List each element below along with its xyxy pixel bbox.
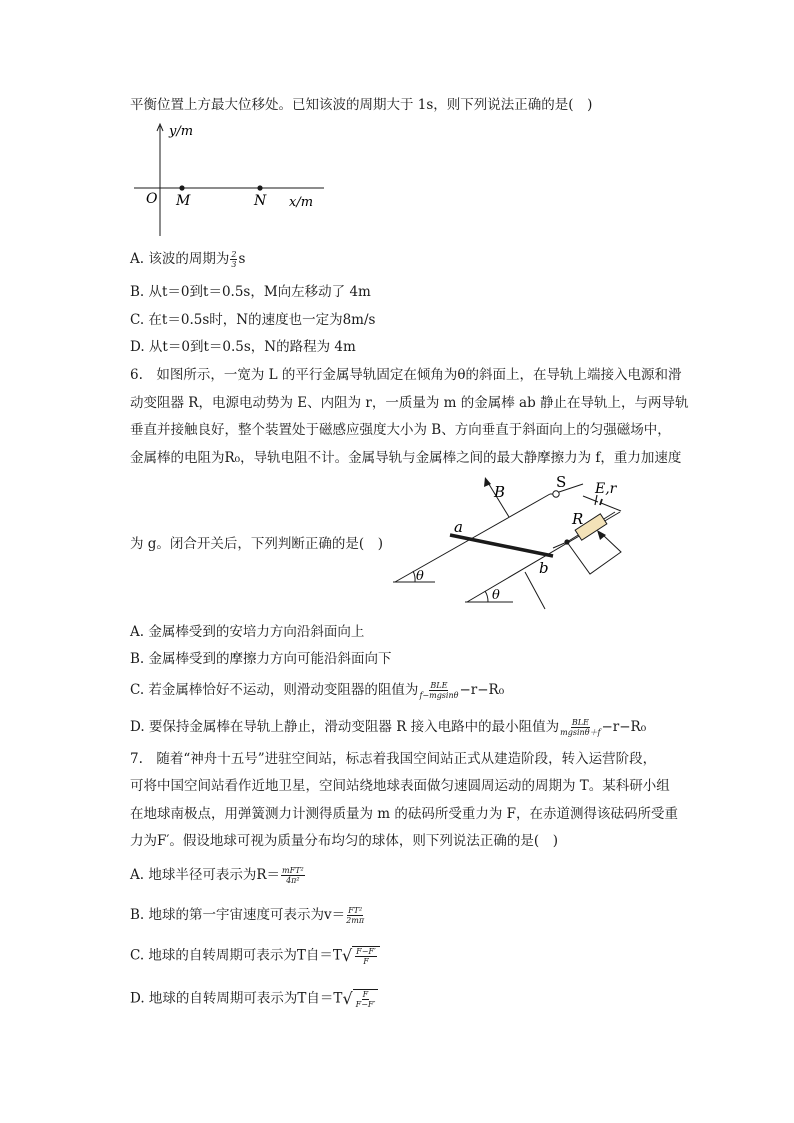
q7-b-fraction: $\frac{\text{FT²}}{2m\pi}$ [346,906,365,925]
q6-option-a: A. 金属棒受到的安培力方向沿斜面向上 [130,624,365,640]
q6-d-text: D. 要保持金属棒在导轨上静止，滑动变阻器 R 接入电路中的最小阻值为 [130,719,560,735]
q6-stem-line5: 为 g。闭合开关后，下列判断正确的是( ) [130,536,383,552]
q6-c-fraction: $\frac{\text{BLE}}{f-mgsin\theta}$ [419,681,459,700]
bar-end-b-label: b [539,559,549,577]
q7-stem-line2: 可将中国空间站看作近地卫星，空间站绕地球表面做匀速圆周运动的周期为 T。某科研小组 [130,778,670,794]
q6-option-d [130,718,646,737]
q5-option-b: B. 从t＝0到t＝0.5s，M向左移动了 4m [130,284,371,300]
switch-s-contact [553,491,559,497]
rail-circuit-figure [385,472,645,612]
q6-option-b: B. 金属棒受到的摩擦力方向可能沿斜面向下 [130,651,392,667]
battery-label: E,r [595,481,617,497]
q7-stem-line1: 7. 随着“神舟十五号”进驻空间站，标志着我国空间站正式从建造阶段，转入运营阶段， [130,751,657,767]
q6-stem-line3: 垂直并接触良好，整个装置处于磁感应强度大小为 B、方向垂直于斜面向上的匀强磁场中， [130,422,671,438]
q5-intro: 平衡位置上方最大位移处。已知该波的周期大于 1s，则下列说法正确的是( ) [130,97,593,113]
slider-arrowhead [597,530,606,540]
battery-plate-short [600,499,602,505]
theta-arc-2 [485,591,488,602]
q5-option-c: C. 在t＝0.5s时，N的速度也一定为8m/s [130,312,376,328]
q5-option-a [130,250,245,269]
theta-label-1: θ [416,569,424,584]
q7-b-text: B. 地球的第一宇宙速度可表示为v＝ [130,907,346,923]
q5-a-text: A. 该波的周期为 [130,251,230,267]
b-field-label: B [494,483,506,501]
switch-label: S [556,473,567,491]
q7-option-d [130,989,378,1009]
q5-option-d: D. 从t＝0到t＝0.5s，N的路程为 4m [130,339,356,355]
q6-option-c [130,681,504,700]
theta-label-2: θ [492,588,500,603]
q7-d-sqrt-icon: √ [342,989,353,1008]
q6-c-text: C. 若金属棒恰好不运动，则滑动变阻器的阻值为 [130,682,419,698]
q7-a-fraction: $\frac{\text{mFT²}}{\text{4π²}}$ [282,866,304,885]
y-axis-label: y/m [169,124,194,139]
x-axis-label: x/m [289,195,314,210]
q7-option-b [130,906,365,925]
q7-option-a [130,866,306,885]
theta-arc-1 [413,571,415,582]
point-m-dot [179,185,184,190]
bar-extension [525,572,545,609]
m-label: M [176,193,191,209]
rheostat-label: R [572,510,584,528]
n-label: N [254,193,267,209]
q6-stem-line1: 6. 如图所示，一宽为 L 的平行金属导轨固定在倾角为θ的斜面上，在导轨上端接入电源和滑 [130,367,682,383]
q6-stem-line4: 金属棒的电阻为R₀，导轨电阻不计。金属导轨与金属棒之间的最大静摩擦力为 f，重力加速度 [130,450,682,466]
origin-label: O [146,191,158,207]
q7-a-text: A. 地球半径可表示为R＝ [130,867,280,883]
bar-end-a-label: a [454,518,463,536]
q7-c-sqrt-icon: √ [341,946,353,965]
q6-d-fraction: $\frac{\text{BLE}}{mgsin\theta+f}$ [560,718,601,737]
q7-stem-line3: 在地球南极点，用弹簧测力计测得质量为 m 的砝码所受重力为 F，在赤道测得该砝码所受重 [130,806,679,822]
q7-c-text: C. 地球的自转周期可表示为T自＝T [130,947,342,964]
q5-a-fraction: $\frac{2}{3}$ [231,250,237,269]
q6-stem-line2: 动变阻器 R，电源电动势为 E、内阻为 r，一质量为 m 的金属棒 ab 静止在导轨上，与两导轨 [130,395,689,411]
q7-d-text: D. 地球的自转周期可表示为T自＝T [130,990,343,1007]
point-n-dot [257,185,262,190]
q6-d-tail: −r−R₀ [601,719,647,735]
q7-c-radicand: $\frac{F-F'}{F}$ [352,946,380,966]
q7-stem-line4: 力为F′。假设地球可视为质量分布均匀的球体，则下列说法正确的是( ) [130,833,558,849]
metal-bar-ab [450,535,553,556]
q7-option-c [130,946,380,966]
q6-c-tail: −r−R₀ [459,682,505,698]
q7-d-radicand: $\frac{F}{F-F'}$ [353,989,379,1009]
q5-a-unit: s [238,251,246,267]
rheostat-slider-wire [567,535,621,574]
wave-graph [128,118,328,243]
